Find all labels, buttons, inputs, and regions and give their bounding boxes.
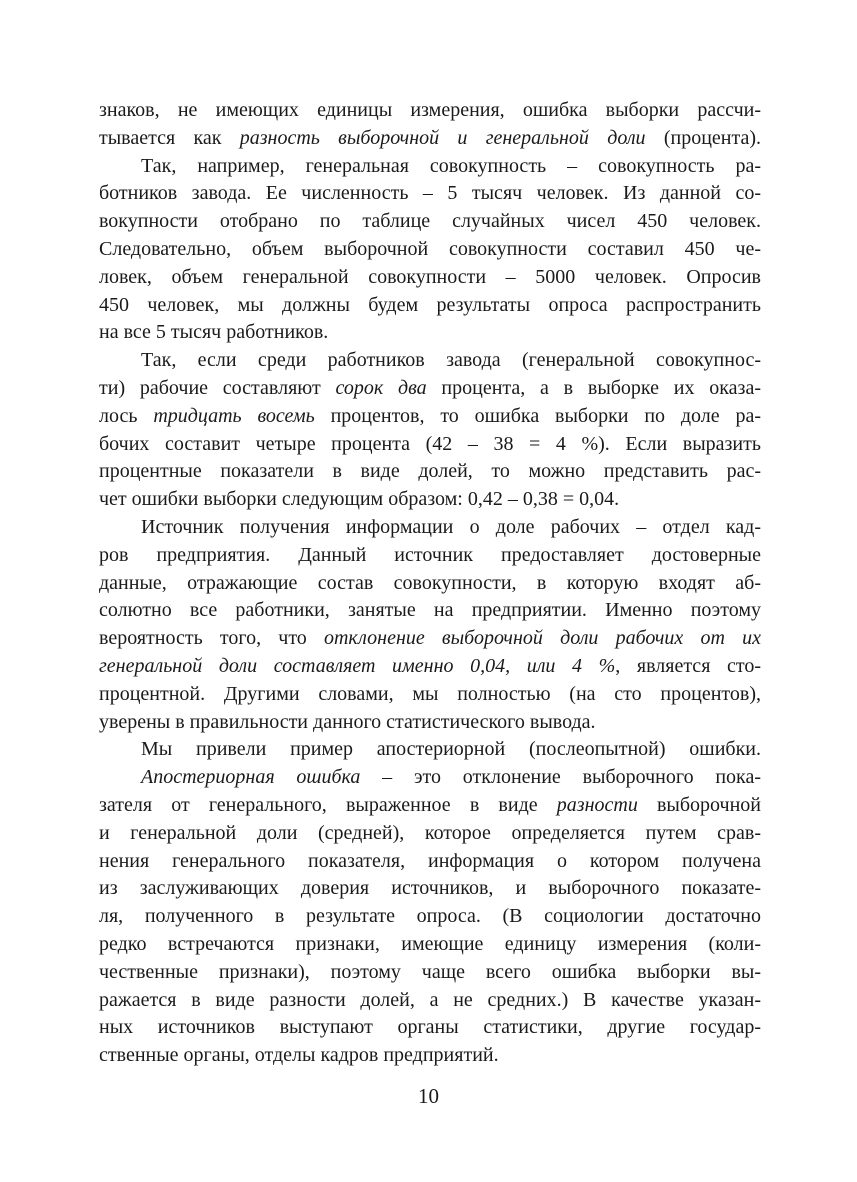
page-number: 10: [418, 1084, 439, 1108]
text-line: [99, 848, 761, 876]
text-segment: процентной. Другими словами, мы полностью (на сто процентов),: [99, 682, 761, 705]
text-segment: ных источников выступают органы статистики, другие государ-: [99, 1016, 761, 1039]
text-line: [99, 1014, 761, 1042]
text-line: [99, 875, 761, 903]
text-segment: , является сто-: [615, 654, 761, 677]
text-segment: тывается как: [99, 126, 240, 149]
text-line: [99, 653, 761, 681]
text-segment: ров предприятия. Данный источник предоставляет достоверные: [99, 543, 761, 566]
text-line: [99, 97, 761, 125]
text-line: [99, 570, 761, 598]
text-line: [99, 597, 761, 625]
text-line: [99, 903, 761, 931]
text-line: [99, 264, 761, 292]
italic-text-segment: тридцать восемь: [153, 404, 315, 427]
text-segment: лось: [99, 404, 154, 427]
text-line: [99, 792, 761, 820]
text-segment: на все 5 тысяч работников.: [99, 321, 329, 344]
text-line: [99, 625, 761, 653]
page-text: [99, 97, 761, 1070]
text-segment: ботников завода. Ее численность – 5 тысяч человек. Из данной со-: [99, 182, 761, 205]
italic-text-segment: генеральной доли составляет именно 0,04, или 4 %: [99, 654, 616, 677]
text-segment: процентные показатели в виде долей, то можно представить рас-: [99, 460, 761, 483]
text-segment: солютно все работники, занятые на предприятии. Именно поэтому: [99, 599, 761, 622]
text-segment: чественные признаки), поэтому чаще всего ошибка выборки вы-: [99, 960, 761, 983]
text-segment: чет ошибки выборки следующим образом: 0,42 – 0,38 = 0,04.: [99, 488, 620, 511]
text-segment: Так, например, генеральная совокупность – совокупность ра-: [141, 154, 761, 177]
text-segment: знаков, не имеющих единицы измерения, ошибка выборки рассчи-: [99, 99, 761, 121]
text-segment: и генеральной доли (средней), которое определяется путем срав-: [99, 821, 761, 844]
text-segment: 450 человек, мы должны будем результаты опроса распространить: [99, 293, 761, 316]
text-line: [99, 987, 761, 1015]
text-line: [99, 292, 761, 320]
text-segment: бочих составит четыре процента (42 – 38 = 4 %). Если выразить: [99, 432, 761, 455]
text-line: [99, 236, 761, 264]
italic-text-segment: отклонение выборочной доли рабочих от их: [323, 627, 761, 650]
text-line: [99, 764, 761, 792]
text-line: [99, 820, 761, 848]
text-line: [99, 931, 761, 959]
text-segment: процентов, то ошибка выборки по доле ра-: [314, 404, 761, 427]
italic-text-segment: Апостериорная ошибка: [141, 766, 361, 789]
text-line: [99, 514, 761, 542]
text-line: [99, 542, 761, 570]
text-line: [99, 736, 761, 764]
text-line: [99, 208, 761, 236]
text-line: [99, 347, 761, 375]
text-segment: ражается в виде разности долей, а не средних.) В качестве указан-: [99, 988, 761, 1011]
text-line: [99, 458, 761, 486]
text-segment: уверены в правильности данного статистического вывода.: [99, 710, 596, 733]
text-segment: ловек, объем генеральной совокупности – 5000 человек. Опросив: [99, 265, 761, 288]
text-segment: Так, если среди работников завода (генеральной совокупнос-: [141, 349, 761, 372]
text-line: [99, 959, 761, 987]
text-segment: Источник получения информации о доле рабочих – отдел кад-: [141, 515, 761, 538]
italic-text-segment: сорок два: [335, 376, 427, 399]
text-segment: вероятность того, что: [99, 627, 324, 650]
text-segment: редко встречаются признаки, имеющие единицу измерения (коли-: [99, 932, 761, 955]
text-segment: вокупности отобрано по таблице случайных чисел 450 человек.: [99, 210, 761, 233]
text-segment: выборочной: [637, 793, 761, 816]
text-segment: ля, полученного в результате опроса. (В социологии достаточно: [99, 905, 761, 928]
text-segment: Мы привели пример апостериорной (послеопытной) ошибки.: [141, 738, 761, 761]
text-line: [99, 125, 761, 153]
text-segment: из заслуживающих доверия источников, и выборочного показате-: [99, 877, 761, 900]
text-line: [99, 375, 761, 403]
text-segment: данные, отражающие состав совокупности, в которую входят аб-: [99, 571, 761, 594]
italic-text-segment: разность выборочной и генеральной доли: [239, 126, 646, 149]
text-line: [99, 403, 761, 431]
text-segment: Следовательно, объем выборочной совокупности составил 450 че-: [99, 237, 761, 260]
text-segment: ственные органы, отделы кадров предприятий.: [99, 1044, 499, 1067]
text-line: [99, 709, 761, 737]
text-segment: нения генерального показателя, информация о котором получена: [99, 849, 761, 872]
text-segment: ти) рабочие составляют: [99, 376, 336, 399]
text-line: [99, 681, 761, 709]
text-line: [99, 319, 761, 347]
text-segment: (процента).: [645, 126, 761, 149]
text-segment: процента, а в выборке их оказа-: [426, 376, 761, 399]
text-line: [99, 1042, 761, 1070]
text-segment: – это отклонение выборочного пока-: [360, 766, 761, 789]
text-line: [99, 431, 761, 459]
text-segment: зателя от генерального, выраженное в виде: [99, 793, 557, 816]
text-line: [99, 153, 761, 181]
text-line: [99, 180, 761, 208]
italic-text-segment: разности: [556, 793, 638, 816]
text-line: [99, 486, 761, 514]
